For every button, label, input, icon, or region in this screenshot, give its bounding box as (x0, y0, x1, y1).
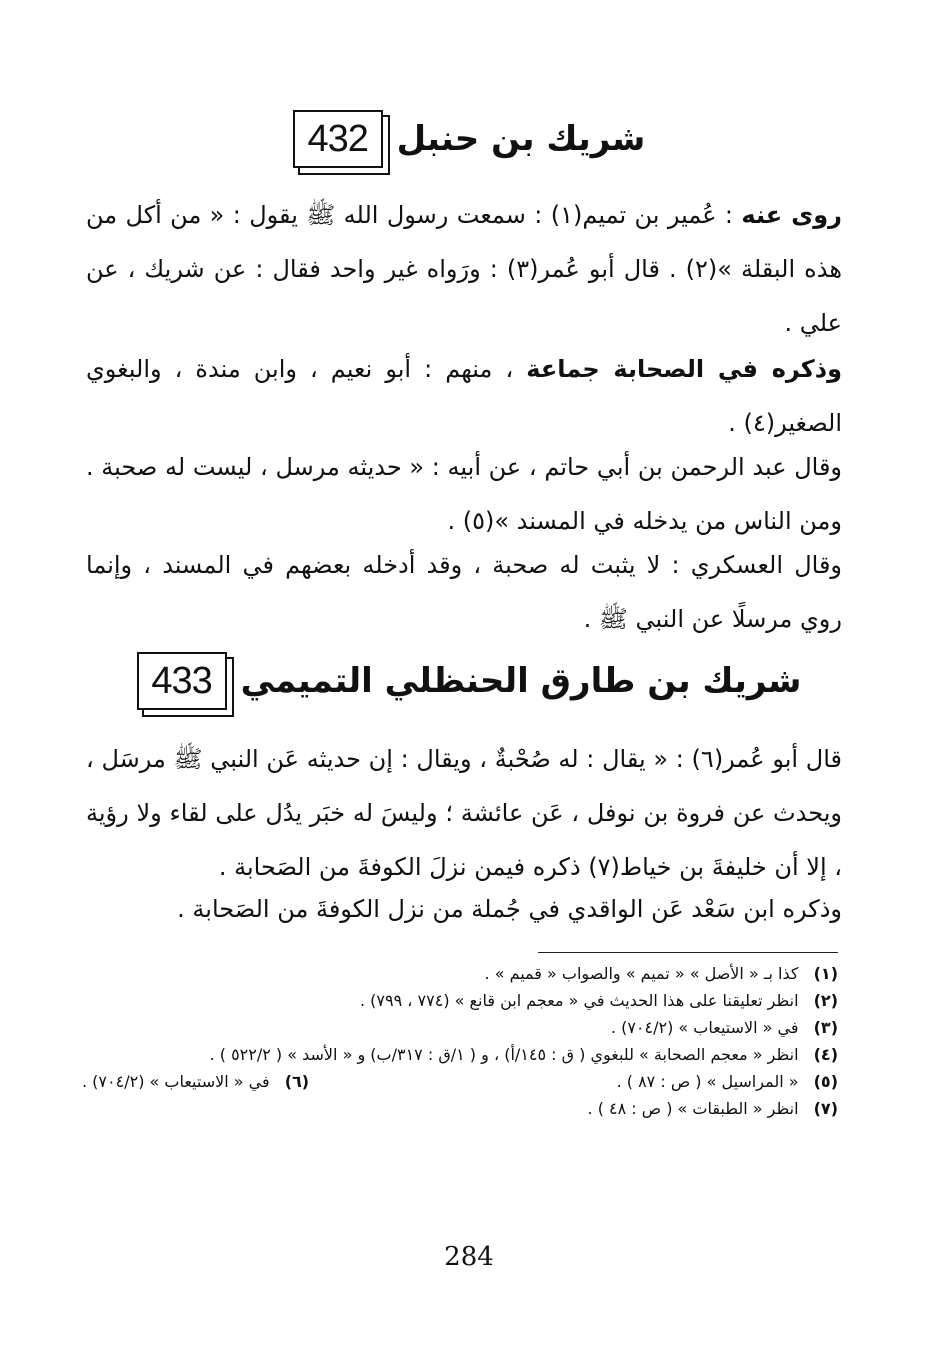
paragraph-text: : عُمير بن تميم(١) : سمعت رسول الله ﷺ يقول : « من أكل من هذه البقلة »(٢) . قال أبو عُمر(٣) : ورَواه غير واحد فقال : عن شريك ، عن علي . (86, 201, 842, 337)
entry-title: شريك بن طارق الحنظلي التميمي (240, 661, 802, 701)
footnote-item (82, 1041, 838, 1068)
paragraph-text: قال أبو عُمر(٦) : « يقال : له صُحْبةٌ ، ويقال : إن حديثه عَن النبي ﷺ مرسَل ، ويحدث عن فروة بن نوفل ، عَن عائشة ؛ وليسَ له خبَر يدُل على لقاء ولا رؤية ، إلا أن خليفةَ بن خياط(٧) ذكره فيمن نزلَ الكوفةَ من الصَحابة . (86, 745, 842, 881)
footnote-text: انظر « معجم الصحابة » للبغوي ( ق : ١٤٥/أ) ، و ( ١/ق : ٣١٧/ب) و « الأسد » ( ٥٢٢/٢ ) . (209, 1045, 799, 1064)
footnote-divider (538, 952, 838, 953)
paragraph (86, 440, 842, 548)
paragraph (86, 732, 842, 894)
footnote-item (82, 1014, 838, 1041)
footnote-text: انظر تعليقنا على هذا الحديث في « معجم ابن قانع » (٧٧٤ ، ٧٩٩) . (359, 991, 799, 1010)
footnote-text: « المراسيل » ( ص : ٨٧ ) . (616, 1072, 799, 1091)
paragraph-text: وقال عبد الرحمن بن أبي حاتم ، عن أبيه : « حديثه مرسل ، ليست له صحبة . ومن الناس من يدخله في المسند »(٥) . (86, 453, 842, 535)
footnote-item (82, 1095, 838, 1122)
footnote-number: (٧) (813, 1099, 838, 1118)
paragraph (86, 342, 842, 450)
entry-title: شريك بن حنبل (396, 119, 646, 159)
paragraph (86, 188, 842, 350)
footnote-number: (٢) (813, 991, 838, 1010)
entry-number-box (293, 110, 383, 168)
footnote-item (82, 960, 838, 987)
paragraph-lead: وذكره في الصحابة جماعة (526, 355, 842, 383)
footnote-text: كذا بـ « الأصل » « تميم » والصواب « قميم » . (484, 964, 799, 983)
paragraph-lead: روى عنه (741, 201, 842, 229)
entry-heading-433 (0, 652, 938, 710)
paragraph (86, 882, 842, 936)
paragraph-text: ، منهم : أبو نعيم ، وابن مندة ، والبغوي الصغير(٤) . (86, 355, 842, 437)
footnote-item (82, 1068, 309, 1095)
footnote-item (617, 1068, 838, 1095)
footnote-text: في « الاستيعاب » (٧٠٤/٢) . (82, 1072, 270, 1091)
footnote-number: (١) (813, 964, 838, 983)
paragraph-text: وقال العسكري : لا يثبت له صحبة ، وقد أدخله بعضهم في المسند ، وإنما روي مرسلًا عن النبي ﷺ . (86, 551, 842, 633)
entry-number: 433 (151, 659, 212, 702)
paragraph-text: وذكره ابن سَعْد عَن الواقدي في جُملة من نزل الكوفةَ من الصَحابة . (177, 895, 842, 923)
footnote-row (82, 1068, 838, 1095)
footnote-item (82, 987, 838, 1014)
footnote-number: (٦) (284, 1072, 310, 1091)
footnote-text: في « الاستيعاب » (٧٠٤/٢) . (610, 1018, 799, 1037)
footnote-number: (٥) (813, 1072, 838, 1091)
entry-number: 432 (307, 117, 368, 160)
entry-number-box (137, 652, 227, 710)
entry-heading-432 (0, 110, 938, 168)
footnote-number: (٤) (813, 1045, 838, 1064)
footnote-number: (٣) (813, 1018, 838, 1037)
page-number: 284 (444, 1242, 494, 1272)
paragraph (86, 538, 842, 646)
footnotes (82, 960, 838, 1122)
footnote-text: انظر « الطبقات » ( ص : ٤٨ ) . (587, 1099, 799, 1118)
